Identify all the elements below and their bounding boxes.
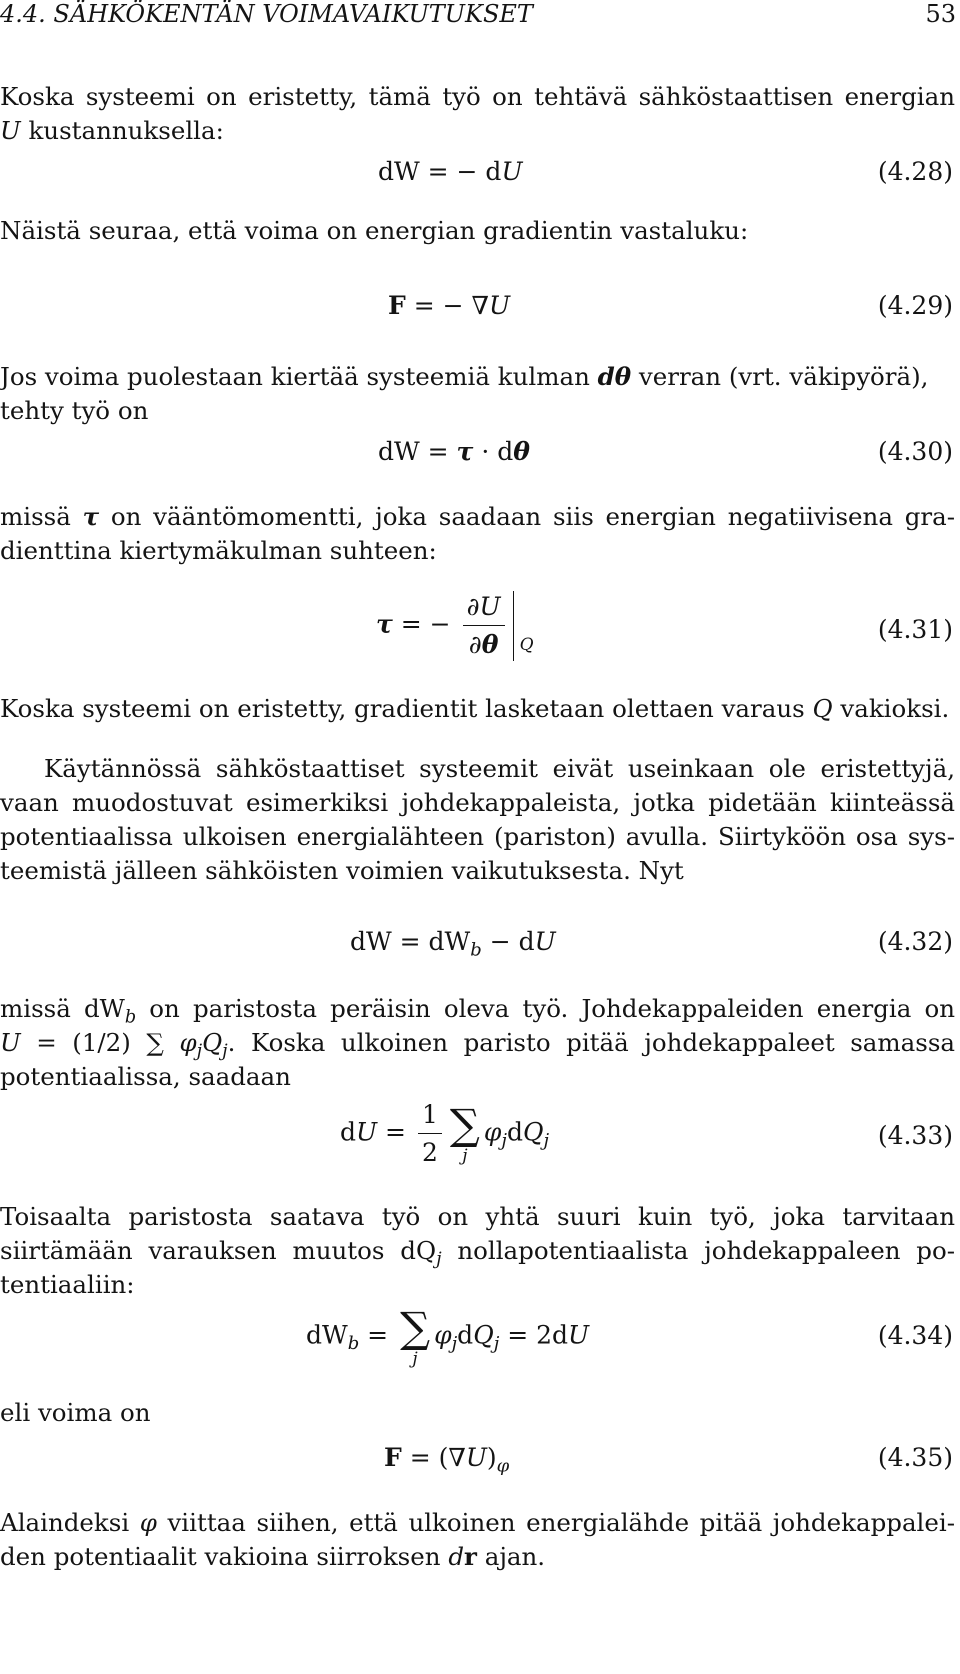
summation: ∑ j — [400, 1303, 431, 1369]
paragraph-line: tentiaaliin: — [0, 1270, 135, 1299]
paragraph-line: Käytännössä sähköstaattiset systeemit eivät useinkaan ole eristettyjä, — [44, 754, 955, 783]
equation-number: (4.28) — [877, 157, 953, 186]
equation-body: F = − ∇U — [388, 291, 511, 320]
paragraph-line: tehty työ on — [0, 396, 149, 425]
page-number: 53 — [925, 0, 956, 28]
equation-body: τ = − $\frac{\partial U}{\partial\theta}$ Q — [376, 590, 534, 662]
equation-4-28 — [0, 152, 955, 212]
equation-number: (4.34) — [877, 1321, 953, 1350]
paragraph-line: U kustannuksella: — [0, 116, 224, 145]
paragraph-line: potentiaalissa ulkoisen energialähteen (pariston) avulla. Siirtyköön osa sys- — [0, 822, 955, 851]
equation-body: $dW_b$ = ∑ j $\varphi_jdQ_j = 2dU$ — [306, 1303, 590, 1369]
evaluation-bar: Q — [513, 591, 534, 661]
section-title: 4.4. SÄHKÖKENTÄN VOIMAVAIKUTUKSET — [0, 0, 533, 28]
fraction: $\frac{1}{2}$ — [418, 1098, 442, 1170]
paragraph-line: Näistä seuraa, että voima on energian gradientin vastaluku: — [0, 216, 749, 245]
equation-number: (4.35) — [877, 1443, 953, 1472]
summation: ∑ j — [449, 1100, 480, 1166]
paragraph-line: teemistä jälleen sähköisten voimien vaikutuksesta. Nyt — [0, 856, 684, 885]
equation-4-31 — [0, 590, 955, 672]
paragraph-line: Koska systeemi on eristetty, gradientit lasketaan olettaen varaus Q vakioksi. — [0, 694, 950, 723]
paragraph-line: eli voima on — [0, 1398, 151, 1427]
paragraph-line: Alaindeksi φ viittaa siihen, että ulkoinen energialähde pitää johdekappalei- — [0, 1508, 955, 1537]
equation-body: dW = − dU — [378, 157, 523, 186]
equation-4-35 — [0, 1438, 955, 1498]
equation-number: (4.31) — [877, 615, 953, 644]
equation-number: (4.29) — [877, 291, 953, 320]
paragraph-line: missä $dW_b$ on paristosta peräisin oleva työ. Johdekappaleiden energia on — [0, 994, 955, 1028]
fraction: $\frac{\partial U}{\partial\theta}$ — [463, 590, 505, 662]
equation-number: (4.33) — [877, 1121, 953, 1150]
equation-4-33 — [0, 1098, 955, 1188]
paragraph-line: dienttina kiertymäkulman suhteen: — [0, 536, 437, 565]
equation-number: (4.30) — [877, 437, 953, 466]
paragraph-line: vaan muodostuvat esimerkiksi johdekappaleista, jotka pidetään kiinteässä — [0, 788, 955, 817]
paragraph-line: potentiaalissa, saadaan — [0, 1062, 291, 1091]
paragraph-line: Toisaalta paristosta saatava työ on yhtä suuri kuin työ, joka tarvitaan — [0, 1202, 955, 1231]
equation-body: dU = $\frac{1}{2}$ ∑ j $\varphi_jdQ_j$ — [340, 1098, 549, 1170]
page-header — [0, 0, 960, 34]
equation-4-32 — [0, 922, 955, 982]
equation-4-30 — [0, 432, 955, 492]
equation-body: $F = (\nabla U)_\varphi$ — [384, 1443, 510, 1477]
paragraph-line: den potentiaalit vakioina siirroksen dr ajan. — [0, 1542, 546, 1571]
paragraph-line: siirtämään varauksen muutos $dQ_j$ nollapotentiaalista johdekappaleen po- — [0, 1236, 955, 1270]
paragraph-line: U = (1/2) ∑ $\varphi_jQ_j$. Koska ulkoinen paristo pitää johdekappaleet samassa — [0, 1028, 956, 1062]
equation-number: (4.32) — [877, 927, 953, 956]
paragraph-line: Jos voima puolestaan kiertää systeemiä kulman dθ verran (vrt. väkipyörä), — [0, 362, 929, 391]
equation-4-34 — [0, 1303, 955, 1384]
paragraph-line: Koska systeemi on eristetty, tämä työ on tehtävä sähköstaattisen energian — [0, 82, 955, 111]
paragraph-line: missä τ on vääntömomentti, joka saadaan siis energian negatiivisena gra- — [0, 502, 955, 531]
equation-body: dW = $dW_b$ − dU — [350, 927, 556, 961]
equation-body: dW = τ · dθ — [378, 437, 530, 466]
equation-4-29 — [0, 286, 955, 346]
